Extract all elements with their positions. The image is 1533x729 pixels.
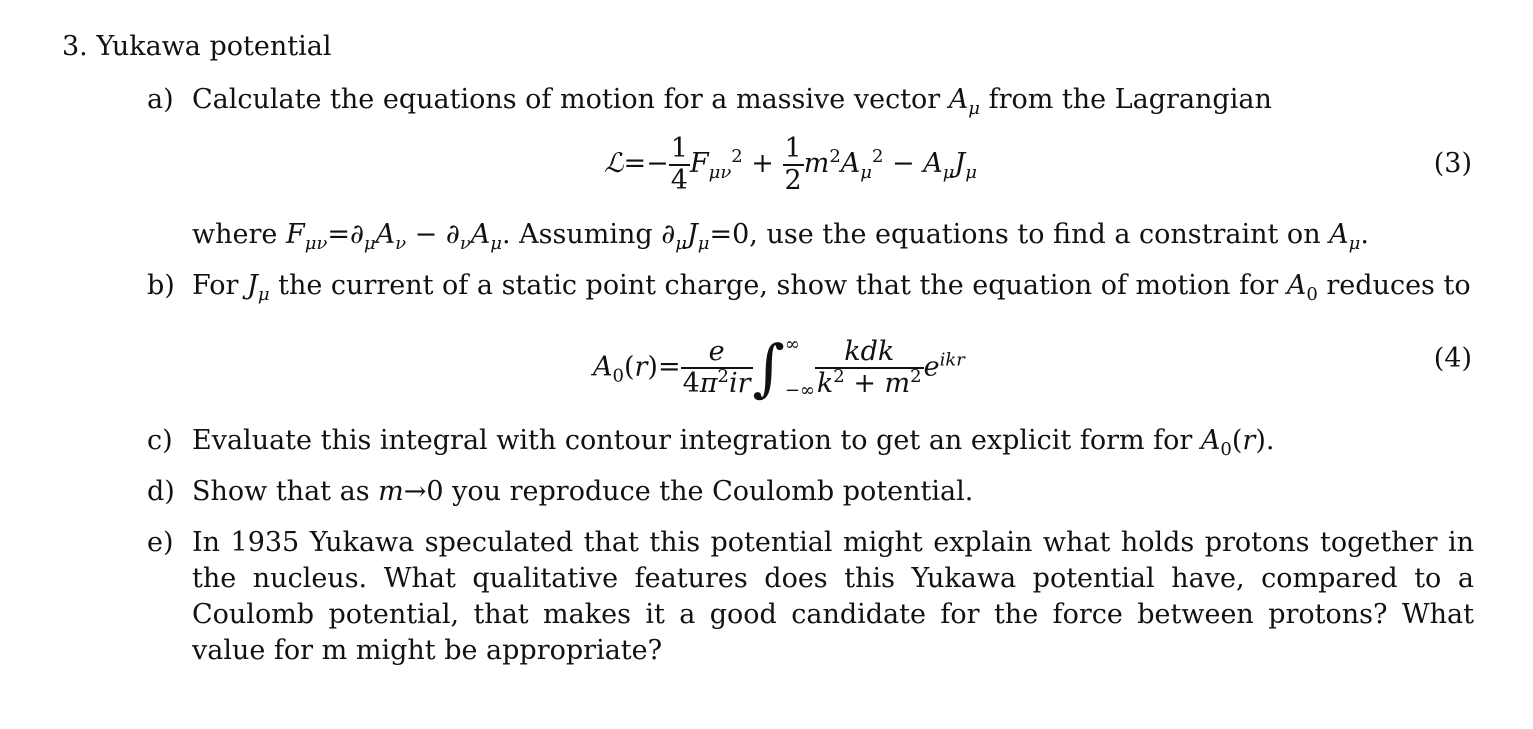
math-field-strength: $F_{\mu\nu}=\partial_\mu A_\nu - \partial_\nu A_\mu$ xyxy=(285,219,502,254)
math-current-conservation: $\partial_\mu J_\mu=0$ xyxy=(661,219,750,254)
assuming-text: . Assuming xyxy=(502,219,662,250)
use-text: , use the equations to find a constraint on xyxy=(749,219,1330,250)
part-d-text xyxy=(192,476,973,508)
problem-number: 3. xyxy=(62,31,88,62)
equation-number-4: (4) xyxy=(1433,343,1472,374)
part-d-before: Show that as xyxy=(192,476,379,507)
part-c-label: c) xyxy=(147,425,173,456)
math-J-mu: $J_\mu$ xyxy=(247,270,270,305)
equation-A0-integral: $A_0(r)=$ $\frac{e}{4\pi^2ir}$ ∫ ∞ −∞ $\frac{\text{kdk}}{k^2 + m^2}$ $e^{ikr}$ xyxy=(593,322,965,414)
part-b-end: reduces to xyxy=(1317,270,1471,301)
math-A-0: $A_0$ xyxy=(1286,270,1318,305)
math-m-to-zero: m→0 xyxy=(378,476,444,507)
integral-limits: ∞ −∞ xyxy=(784,334,815,401)
equation-lagrangian: ℒ=− $\frac{1}{4}$ $F_{\mu\nu}^2$ + $\frac{1}{2}$ $m^2A_\mu^2 - A_\mu J_\mu$ xyxy=(604,132,977,196)
lagrangian-symbol: ℒ xyxy=(604,148,624,179)
part-b-label: b) xyxy=(147,270,175,301)
problem-title: Yukawa potential xyxy=(96,31,332,62)
part-e-label: e) xyxy=(147,527,174,558)
part-c-text: Evaluate this integral with contour integration to get an explicit form for $A_0(r)$. xyxy=(192,425,1275,460)
where-text: where xyxy=(192,219,286,250)
problem-heading xyxy=(62,31,331,63)
math-A-mu: $A_\mu$ xyxy=(948,84,980,119)
part-a-text xyxy=(192,84,1272,119)
equation-number-3: (3) xyxy=(1433,148,1472,179)
part-a-label: a) xyxy=(147,84,174,115)
part-e-text: In 1935 Yukawa speculated that this potential might explain what holds protons together in the nucleus. What qualitative features does this Yukawa potential have, compared to a Coulomb potential, that makes it a good candidate for the force between protons? What value for m might be appropriate? xyxy=(192,527,1474,666)
fraction-kdk-over-k2m2: $\frac{\text{kdk}}{k^2 + m^2}$ xyxy=(816,336,922,399)
fraction-one-half: $\frac{1}{2}$ xyxy=(784,132,802,196)
part-b-for: For xyxy=(192,270,248,301)
math-A0-of-r: $A_0(r)$ xyxy=(1200,425,1266,460)
part-a-where-line: where $F_{\mu\nu}=\partial_\mu A_\nu - \partial_\nu A_\mu$. Assuming $\partial_\mu J_\mu=0$, use the equations to find a constraint on $A_\mu$. xyxy=(192,219,1369,254)
part-d-label: d) xyxy=(147,476,175,507)
part-d-after: you reproduce the Coulomb potential. xyxy=(443,476,974,507)
math-A-mu-constraint: $A_\mu$ xyxy=(1329,219,1361,254)
part-a-text-after: from the Lagrangian xyxy=(980,84,1272,115)
part-b-mid: the current of a static point charge, show that the equation of motion for xyxy=(269,270,1287,301)
fraction-e-over-4pi2ir: $\frac{e}{4\pi^2ir}$ xyxy=(682,336,751,399)
integral-sign: ∫ xyxy=(752,331,785,404)
part-b-text xyxy=(192,270,1471,305)
part-a-text-before: Calculate the equations of motion for a massive vector xyxy=(192,84,949,115)
fraction-one-quarter: $\frac{1}{4}$ xyxy=(670,132,688,196)
part-c-body: Evaluate this integral with contour integration to get an explicit form for xyxy=(192,425,1201,456)
